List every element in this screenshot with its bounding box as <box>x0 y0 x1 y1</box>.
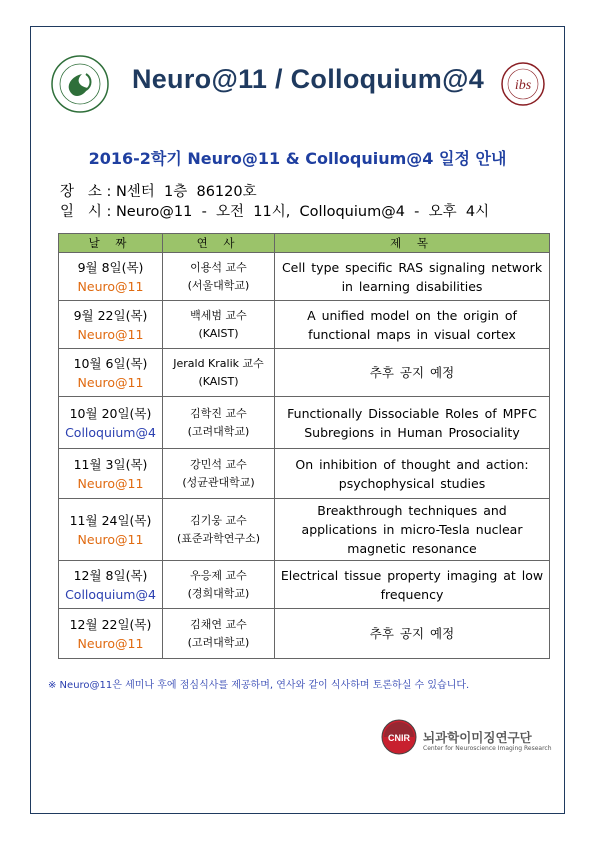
seminar-date: 10월 20일(목) <box>69 405 152 421</box>
date-cell <box>59 609 163 659</box>
seminar-type: Neuro@11 <box>77 374 144 390</box>
ibs-logo-text: ibs <box>514 78 532 93</box>
venue-line: 장 소 : N센터 1층 86120호 <box>60 184 257 200</box>
talk-title: 추후 공지 예정 <box>275 349 550 397</box>
seminar-type: Neuro@11 <box>77 278 144 294</box>
speaker-affiliation: (고려대학교) <box>187 635 250 649</box>
talk-title: Breakthrough techniques and applications in micro-Tesla nuclear magnetic resonance <box>275 499 550 561</box>
speaker-affiliation: (성균관대학교) <box>182 475 255 489</box>
table-row <box>59 561 550 609</box>
speaker-name: 백세범 교수 <box>190 308 247 322</box>
speaker-cell <box>163 253 275 301</box>
date-cell <box>59 253 163 301</box>
date-cell <box>59 349 163 397</box>
talk-title: Cell type specific RAS signaling network in learning disabilities <box>275 253 550 301</box>
date-cell <box>59 397 163 449</box>
seminar-type: Neuro@11 <box>77 326 144 342</box>
speaker-cell <box>163 301 275 349</box>
speaker-affiliation: (KAIST) <box>198 326 239 340</box>
table-row <box>59 609 550 659</box>
talk-title: Electrical tissue property imaging at low frequency <box>275 561 550 609</box>
schedule-table <box>58 233 550 659</box>
cnir-korean-name: 뇌과학이미징연구단 <box>423 730 532 745</box>
seminar-type: Neuro@11 <box>77 475 144 491</box>
header-title: 제 목 <box>275 234 550 253</box>
table-row <box>59 397 550 449</box>
time-line: 일 시 : Neuro@11 - 오전 11시, Colloquium@4 - 오후 4시 <box>60 204 490 220</box>
speaker-cell <box>163 349 275 397</box>
seminar-type: Neuro@11 <box>77 531 144 547</box>
seminar-date: 9월 22일(목) <box>73 307 148 323</box>
date-cell <box>59 301 163 349</box>
header-speaker: 연 사 <box>163 234 275 253</box>
cnir-mark: CNIR <box>388 733 410 743</box>
seminar-date: 11월 3일(목) <box>73 456 148 472</box>
table-row <box>59 301 550 349</box>
speaker-affiliation: (표준과학연구소) <box>177 531 260 545</box>
speaker-name: Jerald Kralik 교수 <box>173 356 264 370</box>
page-title: Neuro@11 / Colloquium@4 <box>131 64 485 94</box>
university-logo <box>50 54 110 114</box>
speaker-name: 김학진 교수 <box>190 406 247 420</box>
speaker-cell <box>163 397 275 449</box>
table-header-row <box>59 234 550 253</box>
table-row <box>59 349 550 397</box>
table-row <box>59 449 550 499</box>
seminar-date: 9월 8일(목) <box>77 259 144 275</box>
talk-title: On inhibition of thought and action: psychophysical studies <box>275 449 550 499</box>
seminar-date: 12월 8일(목) <box>73 567 148 583</box>
speaker-name: 우응제 교수 <box>190 568 247 582</box>
cnir-logo-icon <box>380 718 418 756</box>
cnir-english-name: Center for Neuroscience Imaging Research <box>423 745 552 752</box>
schedule-subtitle: 2016-2학기 Neuro@11 & Colloquium@4 일정 안내 <box>88 149 507 168</box>
date-cell <box>59 561 163 609</box>
speaker-affiliation: (KAIST) <box>198 374 239 388</box>
seminar-date: 10월 6일(목) <box>73 355 148 371</box>
seminar-type: Colloquium@4 <box>65 586 156 602</box>
table-row <box>59 499 550 561</box>
seminar-type: Neuro@11 <box>77 635 144 651</box>
seminar-type: Colloquium@4 <box>65 424 156 440</box>
seminar-date: 11월 24일(목) <box>69 512 152 528</box>
speaker-cell <box>163 449 275 499</box>
speaker-affiliation: (서울대학교) <box>187 278 250 292</box>
seminar-date: 12월 22일(목) <box>69 616 152 632</box>
speaker-name: 강민석 교수 <box>190 457 247 471</box>
speaker-cell <box>163 609 275 659</box>
table-row <box>59 253 550 301</box>
speaker-name: 이용석 교수 <box>190 260 247 274</box>
date-cell <box>59 499 163 561</box>
speaker-cell <box>163 561 275 609</box>
talk-title: A unified model on the origin of functional maps in visual cortex <box>275 301 550 349</box>
header-date: 날 짜 <box>59 234 163 253</box>
speaker-name: 김채연 교수 <box>190 617 247 631</box>
lunch-footnote: ※ Neuro@11은 세미나 후에 점심식사를 제공하며, 연사와 같이 식사하며 토론하실 수 있습니다. <box>48 680 470 691</box>
date-cell <box>59 449 163 499</box>
speaker-name: 김기웅 교수 <box>190 513 247 527</box>
ibs-logo <box>500 61 546 107</box>
speaker-cell <box>163 499 275 561</box>
speaker-affiliation: (고려대학교) <box>187 424 250 438</box>
talk-title: Functionally Dissociable Roles of MPFC Subregions in Human Prosociality <box>275 397 550 449</box>
talk-title: 추후 공지 예정 <box>275 609 550 659</box>
speaker-affiliation: (경희대학교) <box>187 586 250 600</box>
